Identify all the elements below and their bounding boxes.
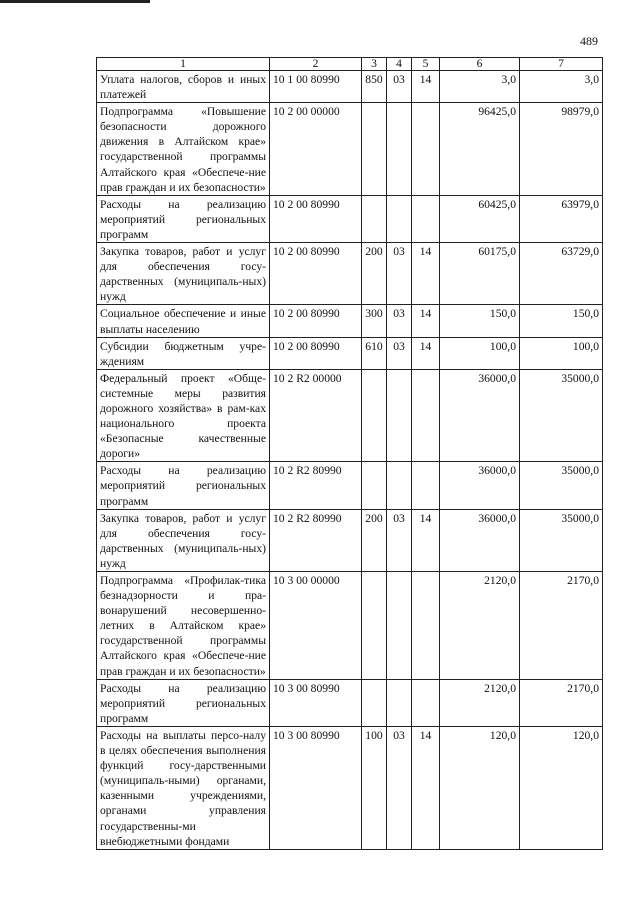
expense-name-cell: Расходы на выплаты персо-налу в целях обеспечения выполнения функций госу-дарственными (муниципаль-ными) органами, казенными учреждениями, органами управления государственны-ми внебюджетными фондами [97, 726, 270, 849]
amount-year1-cell: 2120,0 [440, 679, 520, 726]
expense-type-cell [362, 103, 387, 196]
column-header: 5 [412, 58, 440, 71]
expense-name-cell: Расходы на реализацию мероприятий региональных программ [97, 462, 270, 509]
expense-name-cell: Федеральный проект «Обще-системные меры развития дорожного хозяйства» в рам-ках национального проекта «Безопасные качественные дороги» [97, 369, 270, 462]
expense-type-cell: 610 [362, 337, 387, 369]
column-header: 4 [387, 58, 412, 71]
expense-type-cell: 200 [362, 509, 387, 571]
amount-year1-cell: 60425,0 [440, 195, 520, 242]
target-code-cell: 10 2 00 80990 [270, 305, 362, 337]
table-row [97, 243, 603, 305]
subsection-cell [412, 679, 440, 726]
expense-type-cell: 850 [362, 71, 387, 103]
expense-name-cell: Социальное обеспечение и иные выплаты населению [97, 305, 270, 337]
amount-year1-cell: 36000,0 [440, 509, 520, 571]
section-cell: 03 [387, 337, 412, 369]
amount-year2-cell: 35000,0 [520, 462, 603, 509]
subsection-cell: 14 [412, 337, 440, 369]
table-row [97, 679, 603, 726]
target-code-cell: 10 2 R2 80990 [270, 462, 362, 509]
section-cell [387, 572, 412, 680]
expense-type-cell: 300 [362, 305, 387, 337]
expense-name-cell: Подпрограмма «Профилак-тика безнадзорности и пра-вонарушений несовершенно-летних в Алтайском крае» государственной программы Алтайского края «Обеспече-ние прав граждан и их безопасности» [97, 572, 270, 680]
table-row [97, 572, 603, 680]
section-cell [387, 462, 412, 509]
amount-year1-cell: 36000,0 [440, 462, 520, 509]
table-body [97, 71, 603, 850]
subsection-cell: 14 [412, 243, 440, 305]
section-cell [387, 103, 412, 196]
subsection-cell: 14 [412, 71, 440, 103]
target-code-cell: 10 3 00 00000 [270, 572, 362, 680]
section-cell: 03 [387, 305, 412, 337]
target-code-cell: 10 2 00 80990 [270, 337, 362, 369]
table-row [97, 71, 603, 103]
table-row [97, 305, 603, 337]
column-header: 6 [440, 58, 520, 71]
expense-name-cell: Закупка товаров, работ и услуг для обеспечения госу-дарственных (муниципаль-ных) нужд [97, 509, 270, 571]
table-row [97, 337, 603, 369]
expense-name-cell: Подпрограмма «Повышение безопасности дорожного движения в Алтайском крае» государственной программы Алтайского края «Обеспече-ние прав граждан и их безопасности» [97, 103, 270, 196]
subsection-cell: 14 [412, 305, 440, 337]
amount-year2-cell: 98979,0 [520, 103, 603, 196]
target-code-cell: 10 2 R2 80990 [270, 509, 362, 571]
budget-table [96, 57, 603, 850]
section-cell: 03 [387, 243, 412, 305]
expense-name-cell: Субсидии бюджетным учре-ждениям [97, 337, 270, 369]
scan-edge-rule [0, 0, 150, 3]
amount-year1-cell: 100,0 [440, 337, 520, 369]
expense-type-cell [362, 679, 387, 726]
amount-year2-cell: 63979,0 [520, 195, 603, 242]
amount-year1-cell: 2120,0 [440, 572, 520, 680]
target-code-cell: 10 3 00 80990 [270, 679, 362, 726]
section-cell: 03 [387, 726, 412, 849]
amount-year1-cell: 60175,0 [440, 243, 520, 305]
page-number: 489 [580, 34, 598, 48]
table-row [97, 462, 603, 509]
amount-year1-cell: 150,0 [440, 305, 520, 337]
amount-year2-cell: 63729,0 [520, 243, 603, 305]
target-code-cell: 10 2 00 80990 [270, 243, 362, 305]
table-header-row [97, 58, 603, 71]
table-row [97, 195, 603, 242]
amount-year2-cell: 100,0 [520, 337, 603, 369]
section-cell: 03 [387, 509, 412, 571]
target-code-cell: 10 3 00 80990 [270, 726, 362, 849]
subsection-cell: 14 [412, 509, 440, 571]
amount-year2-cell: 35000,0 [520, 369, 603, 462]
section-cell: 03 [387, 71, 412, 103]
expense-name-cell: Уплата налогов, сборов и иных платежей [97, 71, 270, 103]
amount-year1-cell: 3,0 [440, 71, 520, 103]
target-code-cell: 10 2 R2 00000 [270, 369, 362, 462]
amount-year2-cell: 3,0 [520, 71, 603, 103]
subsection-cell [412, 572, 440, 680]
amount-year2-cell: 2170,0 [520, 572, 603, 680]
expense-name-cell: Расходы на реализацию мероприятий региональных программ [97, 679, 270, 726]
amount-year2-cell: 150,0 [520, 305, 603, 337]
table-row [97, 103, 603, 196]
column-header: 2 [270, 58, 362, 71]
expense-name-cell: Расходы на реализацию мероприятий региональных программ [97, 195, 270, 242]
column-header: 3 [362, 58, 387, 71]
amount-year2-cell: 120,0 [520, 726, 603, 849]
section-cell [387, 679, 412, 726]
expense-type-cell [362, 195, 387, 242]
target-code-cell: 10 2 00 80990 [270, 195, 362, 242]
target-code-cell: 10 2 00 00000 [270, 103, 362, 196]
subsection-cell [412, 103, 440, 196]
subsection-cell [412, 369, 440, 462]
expense-type-cell [362, 462, 387, 509]
amount-year1-cell: 36000,0 [440, 369, 520, 462]
expense-name-cell: Закупка товаров, работ и услуг для обеспечения госу-дарственных (муниципаль-ных) нужд [97, 243, 270, 305]
amount-year1-cell: 120,0 [440, 726, 520, 849]
expense-type-cell [362, 369, 387, 462]
target-code-cell: 10 1 00 80990 [270, 71, 362, 103]
column-header: 1 [97, 58, 270, 71]
expense-type-cell [362, 572, 387, 680]
table-row [97, 726, 603, 849]
subsection-cell [412, 462, 440, 509]
subsection-cell [412, 195, 440, 242]
expense-type-cell: 200 [362, 243, 387, 305]
amount-year2-cell: 2170,0 [520, 679, 603, 726]
amount-year1-cell: 96425,0 [440, 103, 520, 196]
section-cell [387, 369, 412, 462]
table-row [97, 509, 603, 571]
column-header: 7 [520, 58, 603, 71]
table-row [97, 369, 603, 462]
expense-type-cell: 100 [362, 726, 387, 849]
subsection-cell: 14 [412, 726, 440, 849]
section-cell [387, 195, 412, 242]
amount-year2-cell: 35000,0 [520, 509, 603, 571]
